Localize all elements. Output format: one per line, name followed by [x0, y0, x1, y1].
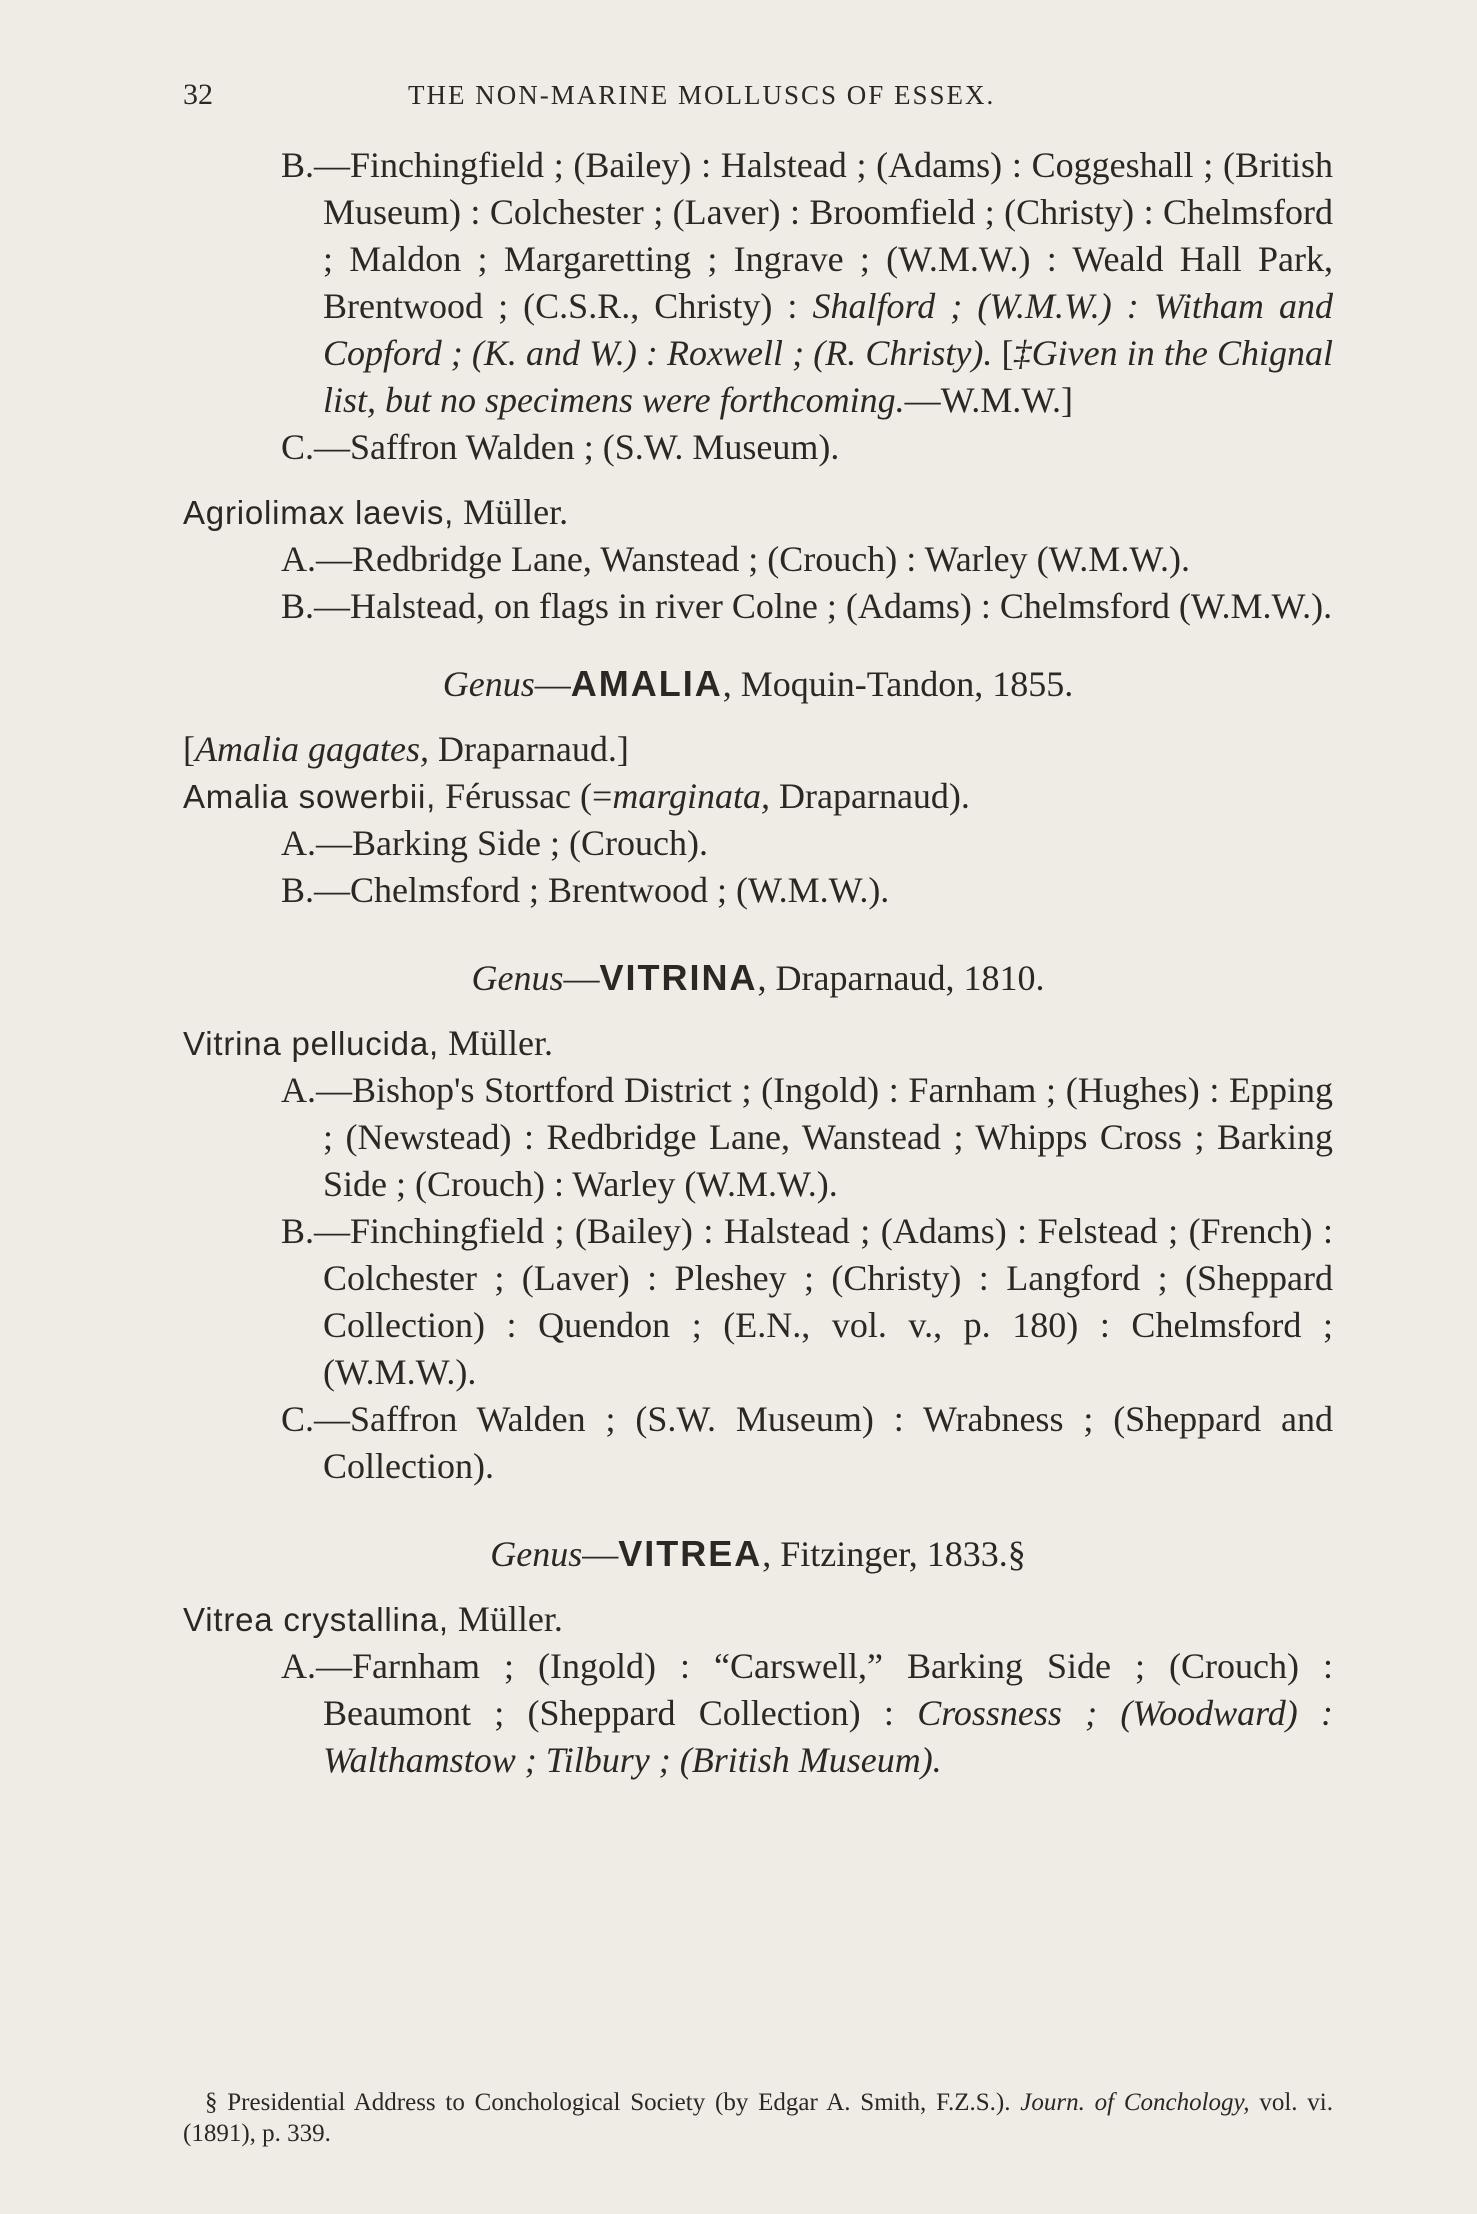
locality-entry-a: A.—Farnham ; (Ingold) : “Carswell,” Barking Side ; (Crouch) : Beaumont ; (Sheppard Collection) : Crossness ; (Woodward) : Walthamstow ; Tilbury ; (British Museum). — [281, 1646, 1333, 1780]
running-title: THE NON-MARINE MOLLUSCS OF ESSEX. — [408, 80, 996, 110]
genus-heading: Genus—AMALIA, Moquin-Tandon, 1855. — [442, 663, 1074, 704]
page-number: 32 — [183, 78, 213, 111]
locality-entry-b: B.—Finchingfield ; (Bailey) : Halstead ; (Adams) : Coggeshall ; (British Museum) : Colchester ; (Laver) : Broomfield ; (Christy) : Chelmsford ; Maldon ; Margaretting ; Ingrave ; (W.M.W.) : Weald Hall Park, Brentwood ; (C.S.R., Christy) : Shalford ; (W.M.W.) : Witham and Copford ; (K. and W.) : Roxwell ; (R. Christy). [‡Given in the Chignal list, but no specimens were forthcoming.—W.M.W.] — [281, 145, 1333, 420]
species-heading: Amalia sowerbii, Férussac (=marginata, Draparnaud). — [183, 776, 970, 816]
locality-entry-a: A.—Bishop's Stortford District ; (Ingold) : Farnham ; (Hughes) : Epping ; (Newstead) : Redbridge Lane, Wanstead ; Whipps Cross ; Barking Side ; (Crouch) : Warley (W.M.W.). — [281, 1070, 1333, 1204]
species-note: [Amalia gagates, Draparnaud.] — [183, 729, 629, 769]
species-heading: Vitrea crystallina, Müller. — [183, 1599, 563, 1639]
page-body — [183, 142, 1333, 1784]
species-heading: Vitrina pellucida, Müller. — [183, 1023, 553, 1063]
genus-heading: Genus—VITREA, Fitzinger, 1833.§ — [490, 1533, 1026, 1574]
locality-entry-a: A.—Barking Side ; (Crouch). — [281, 823, 708, 863]
locality-entry-b: B.—Chelmsford ; Brentwood ; (W.M.W.). — [281, 870, 890, 910]
locality-entry-a: A.—Redbridge Lane, Wanstead ; (Crouch) : Warley (W.M.W.). — [281, 539, 1190, 579]
footnote: § Presidential Address to Conchological Society (by Edgar A. Smith, F.Z.S.). Journ. of Conchology, vol. vi. (1891), p. 339. — [183, 2089, 1333, 2147]
species-heading: Agriolimax laevis, Müller. — [183, 492, 569, 532]
locality-entry-c: C.—Saffron Walden ; (S.W. Museum) : Wrabness ; (Sheppard and Collection). — [281, 1399, 1333, 1486]
genus-heading: Genus—VITRINA, Draparnaud, 1810. — [471, 957, 1045, 998]
locality-entry-b: B.—Halstead, on flags in river Colne ; (Adams) : Chelmsford (W.M.W.). — [281, 586, 1333, 626]
locality-entry-b: B.—Finchingfield ; (Bailey) : Halstead ; (Adams) : Felstead ; (French) : Colchester ; (Laver) : Pleshey ; (Christy) : Langford ; (Sheppard Collection) : Quendon ; (E.N., vol. v., p. 180) : Chelmsford ; (W.M.W.). — [281, 1211, 1333, 1392]
locality-entry-c: C.—Saffron Walden ; (S.W. Museum). — [281, 427, 840, 467]
